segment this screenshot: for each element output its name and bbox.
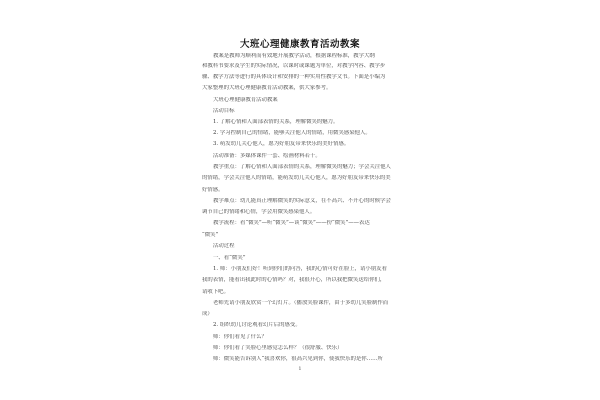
page-number: 1 (298, 366, 302, 372)
document-line: 2. 组织幼儿讨论观看幻片后的感受。 (213, 322, 301, 328)
document-line: 1. 师：小朋友们好！听到你们的问答，我的心情可好在脸上，请小朋友看 (213, 266, 387, 272)
document-line: 活动目标 (213, 108, 235, 114)
document-title: 大班心理健康教育活动教案 (239, 39, 360, 50)
document-line: 好情感。 (202, 187, 224, 193)
document-line: 教案是教师为顺利而有效地开展教学活动，根据课程标准，教学大纲 (213, 53, 375, 59)
document-line: 大家整理的大班心理健康教育活动教案，供大家参考。 (202, 85, 332, 91)
document-line: 骤、教学方法等进行的具体设计和安排的一种实用性教学文书。下面是小编为 (202, 74, 386, 80)
document-line: 大班心理健康教育活动教案 (213, 97, 278, 103)
document-line: 师：你们看见了什么？ (213, 334, 267, 340)
document-line: 3. 萌发幼儿关心他人，愿为好朋友带来快乐的美好情感。 (213, 141, 350, 147)
document-line: 调节自己的情绪和心情，学会用微笑感染他人。 (202, 209, 316, 215)
document-line: 1. 了解心情和人面部表情的关系，理解微笑的魅力。 (213, 119, 339, 125)
document-line: 我的表情，能看出我此时的心情吗？对，我很开心，所以我把微笑送给你们， (202, 277, 386, 283)
document-line: 的情绪，学会关注他人的情绪，能萌发幼儿关心他人，愿为好朋友带来快乐的美 (202, 175, 391, 181)
document-line: 活动准备：多媒体课件一套、绘画材料若干。 (213, 153, 321, 159)
document-line: 请收下吧。 (202, 289, 229, 295)
document-line: 一、看“微笑” (213, 255, 246, 261)
document-line: “微笑” (202, 232, 219, 238)
document-line: 教学流程：看“微笑”—听“微笑”—谈“微笑”——扮“微笑”——表达 (213, 220, 370, 226)
document-line: 活动过程 (213, 243, 235, 249)
document-line: 成） (202, 311, 213, 317)
document-line: 师：你们看了笑脸心里感觉怎么样？（很舒服、快乐） (213, 345, 343, 351)
document-line: 教学难点：幼儿能真正理解微笑的实际意义，在不高兴、不开心的时候学会 (213, 198, 391, 204)
document-line: 老师先请小朋友欣赏一个幻灯片。（播放笑脸课件，由于多幼儿笑脸制作而 (213, 300, 389, 306)
document-line: 教学重点：了解心情和人面部表情的关系，理解微笑的魅力；学会关注他人 (213, 164, 391, 170)
document-line: 和教科书要求及学生的实际情况，以课时或课题为单位，对教学内容、教学步 (202, 63, 386, 69)
document-line: 师：微笑能告诉别人“我喜欢你，很高兴见到你，使我快乐的是你……所 (213, 356, 383, 362)
document-line: 2. 学习控制自己的情绪，能够关注他人的情绪，用微笑感染他人。 (213, 130, 371, 136)
